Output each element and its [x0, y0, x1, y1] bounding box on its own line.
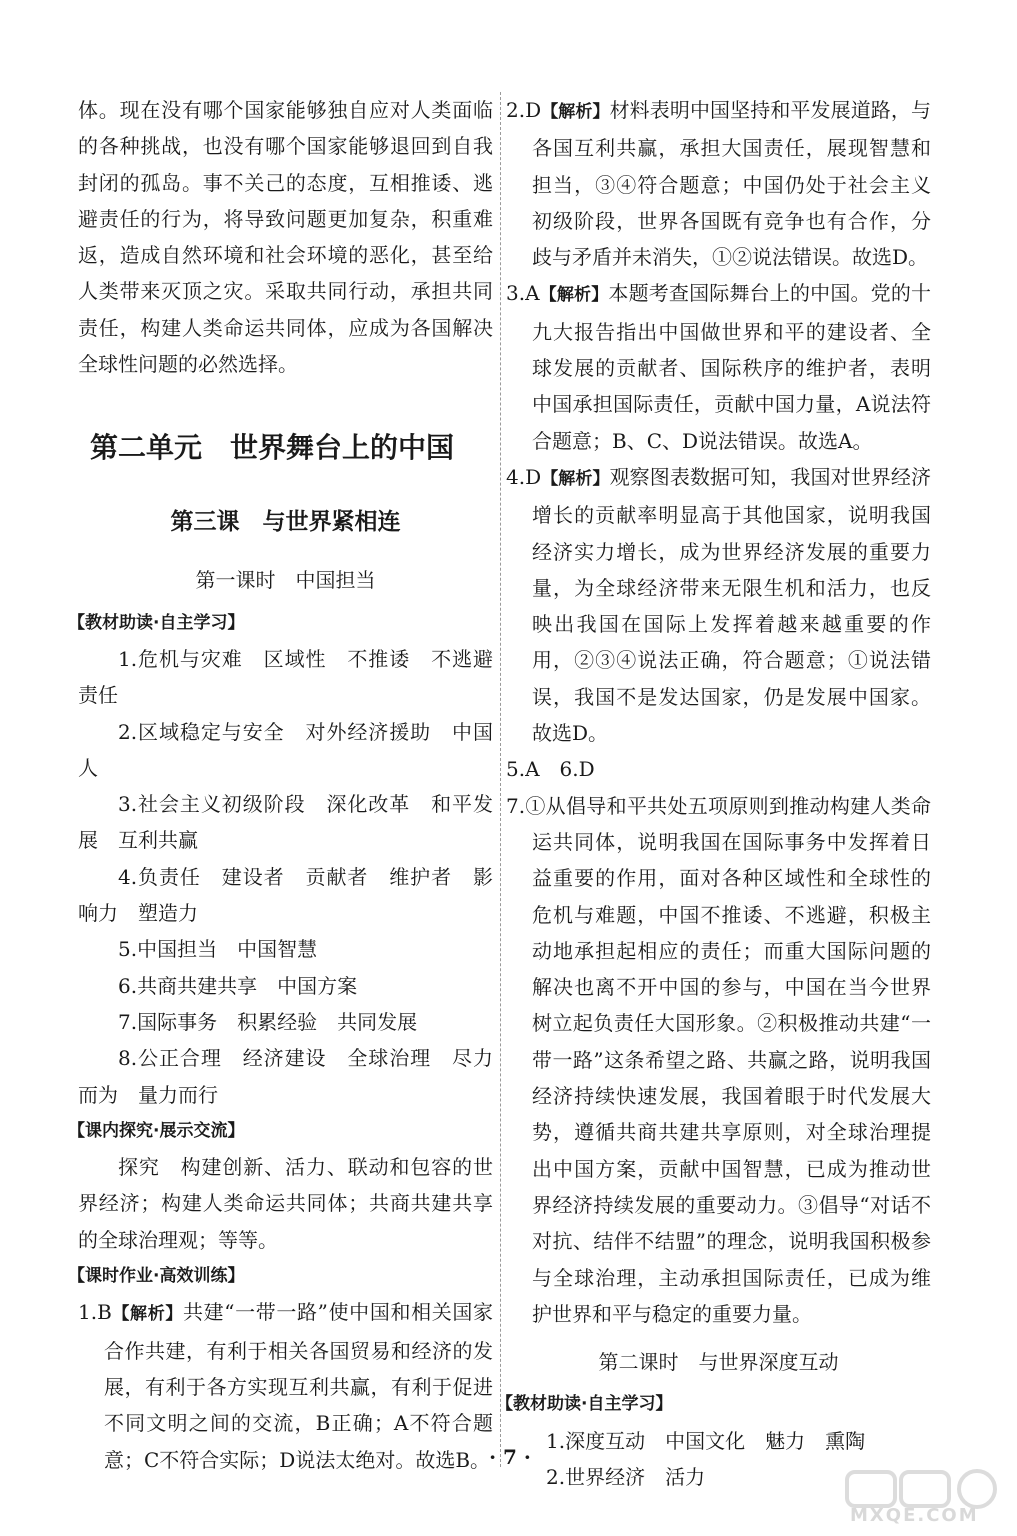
answer-item-5-6: 5.A 6.D: [506, 757, 595, 782]
section-heading-homework: 【课时作业·高效训练】: [68, 1266, 245, 1287]
answer-text: 共建“一带一路”使中国和相关国家合作共建，有利于相关各国贸易和经济的发展，有利于各方实现互利共赢，有利于促进不同文明之间的交流，B正确；A不符合题意；C不符合实际；D说法太绝对。故选B。: [104, 1300, 494, 1472]
watermark-text: MXQE.COM: [850, 1505, 979, 1526]
explore-paragraph: 探究 构建创新、活力、联动和包容的世界经济；构建人类命运共同体；共商共建共享的全球治理观；等等。: [78, 1155, 493, 1252]
answer-item-3: [506, 275, 931, 458]
answer-number: 1.B: [78, 1300, 112, 1325]
answer-item-7: [506, 788, 931, 1332]
list-item: 1.危机与灾难 区域性 不推诿 不逃避责任: [78, 646, 493, 708]
answer-text: ①从倡导和平共处五项原则到推动构建人类命运共同体，说明我国在国际事务中发挥着日益重要的作用，面对各种区域性和全球性的危机与难题，中国不推诿、不逃避，积极主动地承担起相应的责任；而重大国际问题的解决也离不开中国的参与，中国在当今世界树立起负责任大国形象。②积极推动共建“一带一路”这条希望之路、共赢之路，说明我国经济持续快速发展，我国着眼于时代发展大势，遵循共商共建共享原则，对全球治理提出中国方案，贡献中国智慧，已成为推动世界经济持续发展的重要动力。③倡导“对话不对抗、结伴不结盟”的理念，说明我国积极参与全球治理，主动承担国际责任，已成为维护世界和平与稳定的重要力量。: [525, 793, 931, 1326]
analysis-tag: 【解析】: [539, 285, 609, 306]
left-column: [68, 92, 494, 1478]
list-item: 2.区域稳定与安全 对外经济援助 中国人: [78, 719, 493, 780]
answer-text: 观察图表数据可知，我国对世界经济增长的贡献率明显高于其他国家，说明我国经济实力增长，成为世界经济发展的重要力量，为全球经济带来无限生机和活力，也反映出我国在国际上发挥着越来越重要的作用，②③④说法正确，符合题意；①说法错误，我国不是发达国家，仍是发展中国家。故选D。: [532, 464, 931, 746]
section-heading-explore: 【课内探究·展示交流】: [68, 1120, 245, 1141]
list-item: 4.负责任 建设者 贡献者 维护者 影响力 塑造力: [78, 864, 493, 926]
section-heading-study: 【教材助读·自主学习】: [68, 612, 245, 633]
analysis-tag: 【解析】: [541, 468, 610, 489]
right-column: [496, 92, 932, 1495]
list-item: 7.国际事务 积累经验 共同发展: [118, 1009, 418, 1034]
section-heading-study-2: 【教材助读·自主学习】: [496, 1394, 673, 1415]
unit-title: 第二单元 世界舞台上的中国: [90, 431, 455, 465]
answer-item-1: [78, 1294, 493, 1477]
list-item: 1.深度互动 中国文化 魅力 熏陶: [546, 1428, 866, 1453]
answer-number: 7.: [506, 793, 526, 818]
answer-item-4: [506, 459, 931, 751]
answer-text: 材料表明中国坚持和平发展道路，与各国互利共赢，承担大国责任，展现智慧和担当，③④符合题意；中国仍处于社会主义初级阶段，世界各国既有竞争也有合作，分歧与矛盾并未消失，①②说法错误。故选D。: [532, 98, 931, 270]
list-item: 3.社会主义初级阶段 深化改革 和平发展 互利共赢: [78, 792, 493, 853]
answer-number: 2.D: [506, 98, 542, 122]
list-item: 5.中国担当 中国智慧: [118, 937, 318, 962]
period-title-2: 第二课时 与世界深度互动: [598, 1350, 839, 1375]
list-item: 6.共商共建共享 中国方案: [118, 973, 358, 998]
analysis-tag: 【解析】: [541, 102, 610, 122]
period-title: 第一课时 中国担当: [195, 568, 376, 593]
list-item: 2.世界经济 活力: [546, 1464, 706, 1489]
analysis-tag: 【解析】: [111, 1304, 183, 1325]
answer-item-2: [506, 92, 931, 275]
list-item: 8.公正合理 经济建设 全球治理 尽力而为 量力而行: [78, 1046, 493, 1107]
intro-paragraph: 体。现在没有哪个国家能够独自应对人类面临的各种挑战，也没有哪个国家能够退回到自我封闭的孤岛。事不关己的态度，互相推诿、逃避责任的行为，将导致问题更加复杂，积重难返，造成自然环境和社会环境的恶化，甚至给人类带来灭顶之灾。采取共同行动，承担共同责任，构建人类命运共同体，应成为各国解决全球性问题的必然选择。: [78, 98, 493, 377]
answer-text: 本题考查国际舞台上的中国。党的十九大报告指出中国做世界和平的建设者、全球发展的贡献者、国际秩序的维护者，表明中国承担国际责任，贡献中国力量，A说法符合题意；B、C、D说法错误。故选A。: [532, 281, 932, 453]
lesson-title: 第三课 与世界紧相连: [170, 509, 401, 536]
answer-number: 4.D: [506, 464, 542, 489]
answer-number: 3.A: [506, 281, 540, 306]
page-number: · 7 ·: [489, 1445, 531, 1469]
column-divider: [500, 92, 501, 1467]
